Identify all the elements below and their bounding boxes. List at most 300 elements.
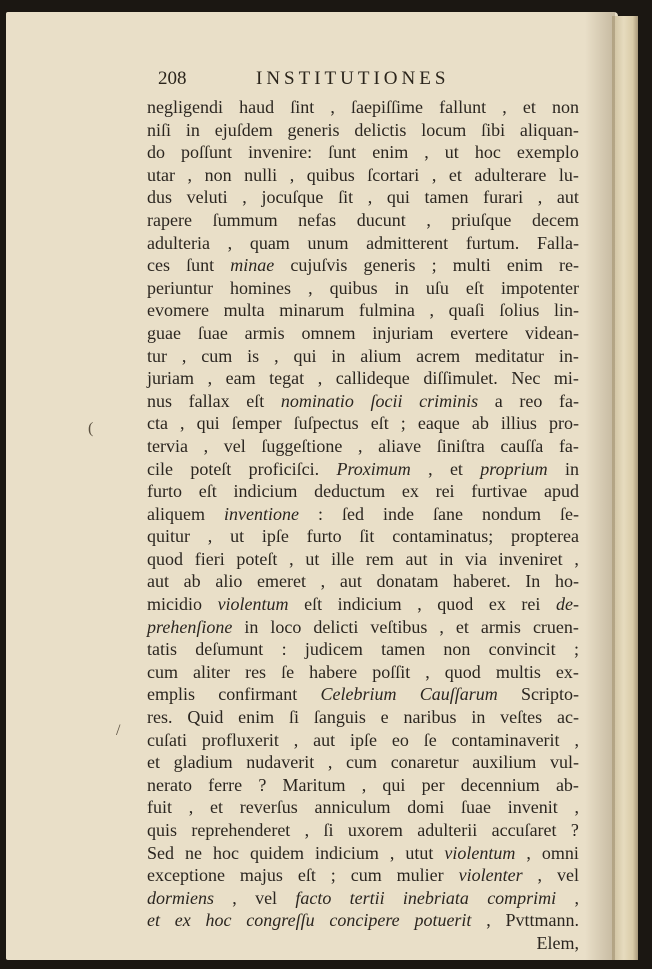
word: eo (391, 729, 409, 750)
word: et (147, 910, 160, 931)
word: ſibi (481, 119, 506, 140)
word: ſanguis (313, 707, 366, 728)
word: acrem (416, 345, 461, 366)
word: cta (147, 413, 168, 434)
page-number: 208 (158, 68, 187, 89)
word: multi (452, 255, 491, 276)
text-line (147, 345, 579, 368)
word: negligendi (147, 97, 223, 117)
text-line (147, 593, 579, 616)
word: , (389, 842, 395, 863)
text-line (147, 458, 579, 481)
word: aut (313, 729, 336, 750)
word: gladium (173, 752, 233, 773)
word: emplis (147, 684, 195, 705)
text-line (147, 887, 579, 910)
word: cum (346, 752, 378, 773)
word: via (464, 548, 487, 569)
word: locum (421, 119, 467, 140)
word: ſi (288, 707, 299, 728)
word: reo (519, 390, 543, 411)
word: contaminaverit (451, 729, 560, 750)
word: minae (230, 255, 275, 276)
word: juriam (147, 368, 194, 389)
word: ſuae (197, 322, 228, 343)
word: : (281, 639, 287, 660)
running-title: INSTITUTIONES (256, 68, 450, 89)
word: delicti (313, 616, 359, 637)
word: , (361, 774, 367, 795)
word: naribus (403, 707, 457, 728)
word: nondum (481, 503, 541, 524)
word: , (429, 300, 435, 321)
word: tur (147, 345, 167, 366)
word: furto (147, 481, 182, 502)
word: , (574, 729, 579, 750)
word: In (525, 571, 541, 592)
word: , (526, 842, 531, 863)
word: anniculum (314, 797, 391, 818)
word: uſu (425, 277, 449, 298)
word: confirmant (218, 684, 298, 705)
word: eſt (304, 594, 323, 615)
word: ces (147, 255, 170, 276)
text-line (147, 367, 579, 390)
word: aliter (193, 661, 231, 682)
word: eſt (246, 390, 265, 411)
word: ut (444, 142, 459, 163)
word: armis (244, 322, 285, 343)
word: veluti (186, 187, 228, 208)
word: , (242, 187, 247, 208)
word: tamen (424, 187, 469, 208)
word: delictis (354, 119, 407, 140)
word: haberet. (453, 571, 511, 592)
word: Cauſſarum (419, 684, 498, 705)
word: tamen (381, 639, 426, 660)
word: ſuggeſtione (261, 435, 343, 456)
word: enim (238, 707, 275, 728)
text-line (147, 96, 579, 119)
text-line (147, 864, 579, 887)
word: , (486, 910, 491, 931)
word: ſuſpectus (293, 413, 359, 434)
word: evertere (450, 322, 509, 343)
text-line (147, 774, 579, 797)
word: vel (255, 887, 278, 908)
word: decennium (460, 774, 540, 795)
word: aliquan- (519, 119, 579, 140)
word: ſunt (328, 142, 357, 163)
word: non (551, 97, 579, 117)
word: in (471, 707, 486, 728)
word: , (424, 142, 429, 163)
word: indicium (314, 842, 379, 863)
word: deſumunt (195, 639, 264, 660)
word: adulterare (474, 164, 547, 185)
margin-mark: ( (88, 420, 94, 437)
word: inebriata (402, 887, 469, 908)
word: eſt (465, 277, 484, 298)
word: nominatio (280, 390, 354, 411)
word: ſi (323, 820, 334, 840)
word: Falla- (536, 232, 579, 253)
text-line (147, 706, 579, 729)
word: poſſunt (181, 142, 233, 163)
word: adulterii (417, 820, 478, 840)
text-line (147, 254, 579, 277)
word: , (308, 277, 313, 298)
word: ipſe (349, 729, 377, 750)
word: , (289, 164, 295, 185)
running-header (158, 68, 598, 94)
word: ? (570, 820, 579, 840)
word: deductum (314, 481, 386, 502)
text-line (147, 480, 579, 503)
word: , (227, 232, 233, 253)
text-line (147, 661, 579, 684)
word: et (449, 458, 463, 479)
word: , (357, 435, 363, 456)
word: propterea (510, 526, 579, 547)
word: periuntur (147, 277, 213, 298)
word: ; (573, 639, 579, 660)
word: multa (223, 300, 265, 321)
word: nulli (244, 164, 278, 185)
word: , (289, 548, 294, 569)
word: proficiſci. (248, 458, 320, 479)
word: pro- (548, 413, 579, 434)
word: , (203, 435, 209, 456)
word: cum (350, 865, 382, 886)
word: ſcortari (367, 164, 420, 185)
text-line (147, 299, 579, 322)
word: lin- (553, 300, 579, 321)
word: meditatur (475, 345, 545, 366)
word: alium (360, 345, 402, 366)
word: ; (330, 865, 336, 886)
word: qui (293, 345, 317, 366)
word: qui (382, 774, 406, 795)
word: cruen- (532, 616, 579, 637)
word: , (502, 97, 507, 117)
word: domi (407, 797, 445, 818)
word: , (367, 187, 373, 208)
text-line (147, 796, 579, 819)
word: donatam (376, 571, 439, 592)
word: veſtes (500, 707, 543, 728)
word: cile (147, 458, 173, 479)
word: quibus (306, 164, 355, 185)
word: violentum (444, 842, 516, 863)
word: ſit (338, 187, 354, 208)
word: veſtibus (370, 616, 428, 637)
text-line (147, 503, 579, 526)
word: ab- (555, 774, 579, 795)
word: haud (239, 97, 275, 117)
word: emeret (257, 571, 306, 592)
word: fieri (194, 548, 225, 569)
word: exceptione (147, 865, 225, 886)
word: ſemper (231, 413, 282, 434)
word: priuſque (451, 209, 512, 230)
word: et (147, 752, 160, 773)
word: cum (147, 661, 178, 682)
word: fa- (558, 435, 579, 456)
word: ſe (423, 729, 437, 750)
word: poteſt (236, 548, 278, 569)
word: generis (287, 119, 340, 140)
word: is (247, 345, 260, 366)
word: ex (488, 594, 506, 615)
word: ſane (432, 503, 463, 524)
word: inveniret (498, 548, 563, 569)
word: , (293, 729, 299, 750)
word: eſt (297, 865, 316, 886)
word: , (320, 571, 326, 592)
word: mi- (553, 368, 579, 389)
word: eam (225, 368, 256, 389)
word: ; (431, 255, 437, 276)
text-line (147, 232, 579, 255)
word: aut (339, 571, 362, 592)
word: ut (230, 526, 245, 547)
word: res. (147, 707, 173, 728)
word: , (188, 797, 194, 818)
word: ſe- (559, 503, 579, 524)
word: callideque (335, 368, 410, 389)
word: reverſus (239, 797, 298, 818)
word: tatis (147, 639, 177, 660)
word: habere (309, 661, 358, 682)
word: quis (147, 820, 178, 840)
word: vel (223, 435, 246, 456)
word: omni (541, 842, 579, 863)
word: ſunt (186, 255, 215, 276)
word: congreſſu (246, 910, 315, 931)
word: ferre (208, 774, 243, 795)
word: utar (147, 164, 175, 185)
word: rem (365, 548, 394, 569)
word: e (380, 707, 389, 728)
word: Nec (511, 368, 541, 389)
word: nus (147, 390, 173, 411)
word: videan- (524, 322, 579, 343)
word: hoc (474, 142, 501, 163)
word: rei (435, 481, 455, 502)
word: in (185, 119, 200, 140)
word: aut (556, 187, 579, 208)
word: furto (306, 526, 342, 547)
word: homines (230, 277, 292, 298)
word: ipſe (261, 526, 289, 547)
word: concipere (329, 910, 400, 931)
word: guae (147, 322, 181, 343)
text-line (147, 751, 579, 774)
word: unum (307, 232, 349, 253)
word: ille (331, 548, 355, 569)
word: aut (147, 571, 169, 592)
word: tertii (349, 887, 385, 908)
word: ne (184, 842, 202, 863)
text-line (147, 186, 579, 209)
word: ſed (341, 503, 364, 524)
word: vel (556, 865, 579, 886)
word: , (181, 345, 187, 366)
word: potuerit (414, 910, 472, 931)
word: in (244, 616, 259, 637)
word: , (574, 887, 579, 908)
gutter-shadow (585, 12, 615, 960)
word: rei (521, 594, 541, 615)
word: fulmina (358, 300, 415, 321)
word: invenit (507, 797, 558, 818)
word: , (207, 368, 213, 389)
word: admitterent (366, 232, 449, 253)
word: criminis (419, 390, 479, 411)
word: , (439, 616, 444, 637)
word: adulteria (147, 232, 210, 253)
word: in (394, 277, 409, 298)
word: omnem (301, 322, 356, 343)
word: in (439, 548, 454, 569)
word: , (330, 97, 335, 117)
text-line (147, 412, 579, 435)
word: ſolius (499, 300, 540, 321)
word: inventione (223, 503, 299, 524)
word: , (232, 887, 237, 908)
word: ſint (290, 97, 315, 117)
word: ſe (281, 661, 295, 682)
text-line (147, 390, 579, 413)
word: contaminatus; (392, 526, 494, 547)
word: generis (363, 255, 416, 276)
word: nudaverit (246, 752, 315, 773)
word: indicium (233, 481, 298, 502)
word: et (455, 616, 469, 637)
word: , (431, 164, 437, 185)
word: ſocii (370, 390, 403, 411)
word: judicem (304, 639, 363, 660)
word: hoc (212, 842, 239, 863)
word: cuſati (147, 729, 187, 750)
word: do (147, 142, 165, 163)
word: quod (444, 661, 481, 682)
word: quibus (329, 277, 378, 298)
word: ſiniſtra (436, 435, 485, 456)
word: lu- (558, 164, 579, 185)
word: facto (295, 887, 332, 908)
text-line (147, 842, 579, 865)
catchword-line (147, 932, 579, 955)
word: , (327, 752, 333, 773)
word: armis (480, 616, 521, 637)
word: , (574, 797, 579, 818)
word: reprehenderet (191, 820, 291, 840)
word: eaque (417, 413, 460, 434)
word: apud (543, 481, 579, 502)
word: quaſi (448, 300, 485, 321)
text-line (147, 164, 579, 187)
word: ex- (555, 661, 579, 682)
word: auxilium (472, 752, 537, 773)
word: profluxerit (201, 729, 279, 750)
word: ſit (359, 526, 375, 547)
word: tervia (147, 435, 188, 456)
word: jocuſque (261, 187, 324, 208)
word: aliave (378, 435, 422, 456)
word: Maritum (282, 774, 346, 795)
word: poteſt (190, 458, 232, 479)
word: , (187, 164, 193, 185)
text-line (147, 277, 579, 300)
word: violentum (217, 594, 289, 615)
margin-mark: / (116, 722, 121, 739)
text-line (147, 322, 579, 345)
word: dormiens (147, 887, 214, 908)
word: invenire: (248, 142, 313, 163)
word: convincit (488, 639, 556, 660)
word: nefas (298, 209, 337, 230)
text-line (147, 616, 579, 639)
word: ac- (556, 707, 579, 728)
word: accuſaret (491, 820, 557, 840)
word: in (564, 458, 579, 479)
text-line (147, 683, 579, 706)
word: , (426, 209, 431, 230)
text-line (147, 119, 579, 142)
word: proprium (480, 458, 548, 479)
word: , (304, 820, 310, 840)
word: a (494, 390, 503, 411)
word: minarum (279, 300, 345, 321)
word: , (317, 368, 323, 389)
word: re- (559, 255, 579, 276)
word: exemplo (516, 142, 579, 163)
word: res (245, 661, 267, 682)
word: illius (500, 413, 537, 434)
word: cujuſvis (290, 255, 348, 276)
text-line (147, 729, 579, 752)
word: de- (555, 594, 579, 615)
text-line (147, 209, 579, 232)
word: , (537, 187, 543, 208)
word: injuriam (372, 322, 434, 343)
word: inde (382, 503, 414, 524)
word: , (180, 413, 185, 434)
word: per (421, 774, 445, 795)
word: cum (201, 345, 233, 366)
word: eſt (370, 413, 389, 434)
word: vul- (549, 752, 579, 773)
word: , (574, 548, 579, 569)
word: Quid (187, 707, 224, 728)
word: alio (215, 571, 243, 592)
word: aut (405, 548, 428, 569)
word: in- (558, 345, 579, 366)
word: quod (147, 548, 183, 569)
word: cauſſa (500, 435, 544, 456)
word: quod (437, 594, 474, 615)
word: indicium (337, 594, 402, 615)
word: prehenſione (147, 616, 233, 637)
word: qui (386, 187, 410, 208)
word: , (425, 661, 430, 682)
text-line (147, 525, 579, 548)
word: tegat (269, 368, 305, 389)
word: dus (147, 187, 173, 208)
word: Celebrium (320, 684, 397, 705)
